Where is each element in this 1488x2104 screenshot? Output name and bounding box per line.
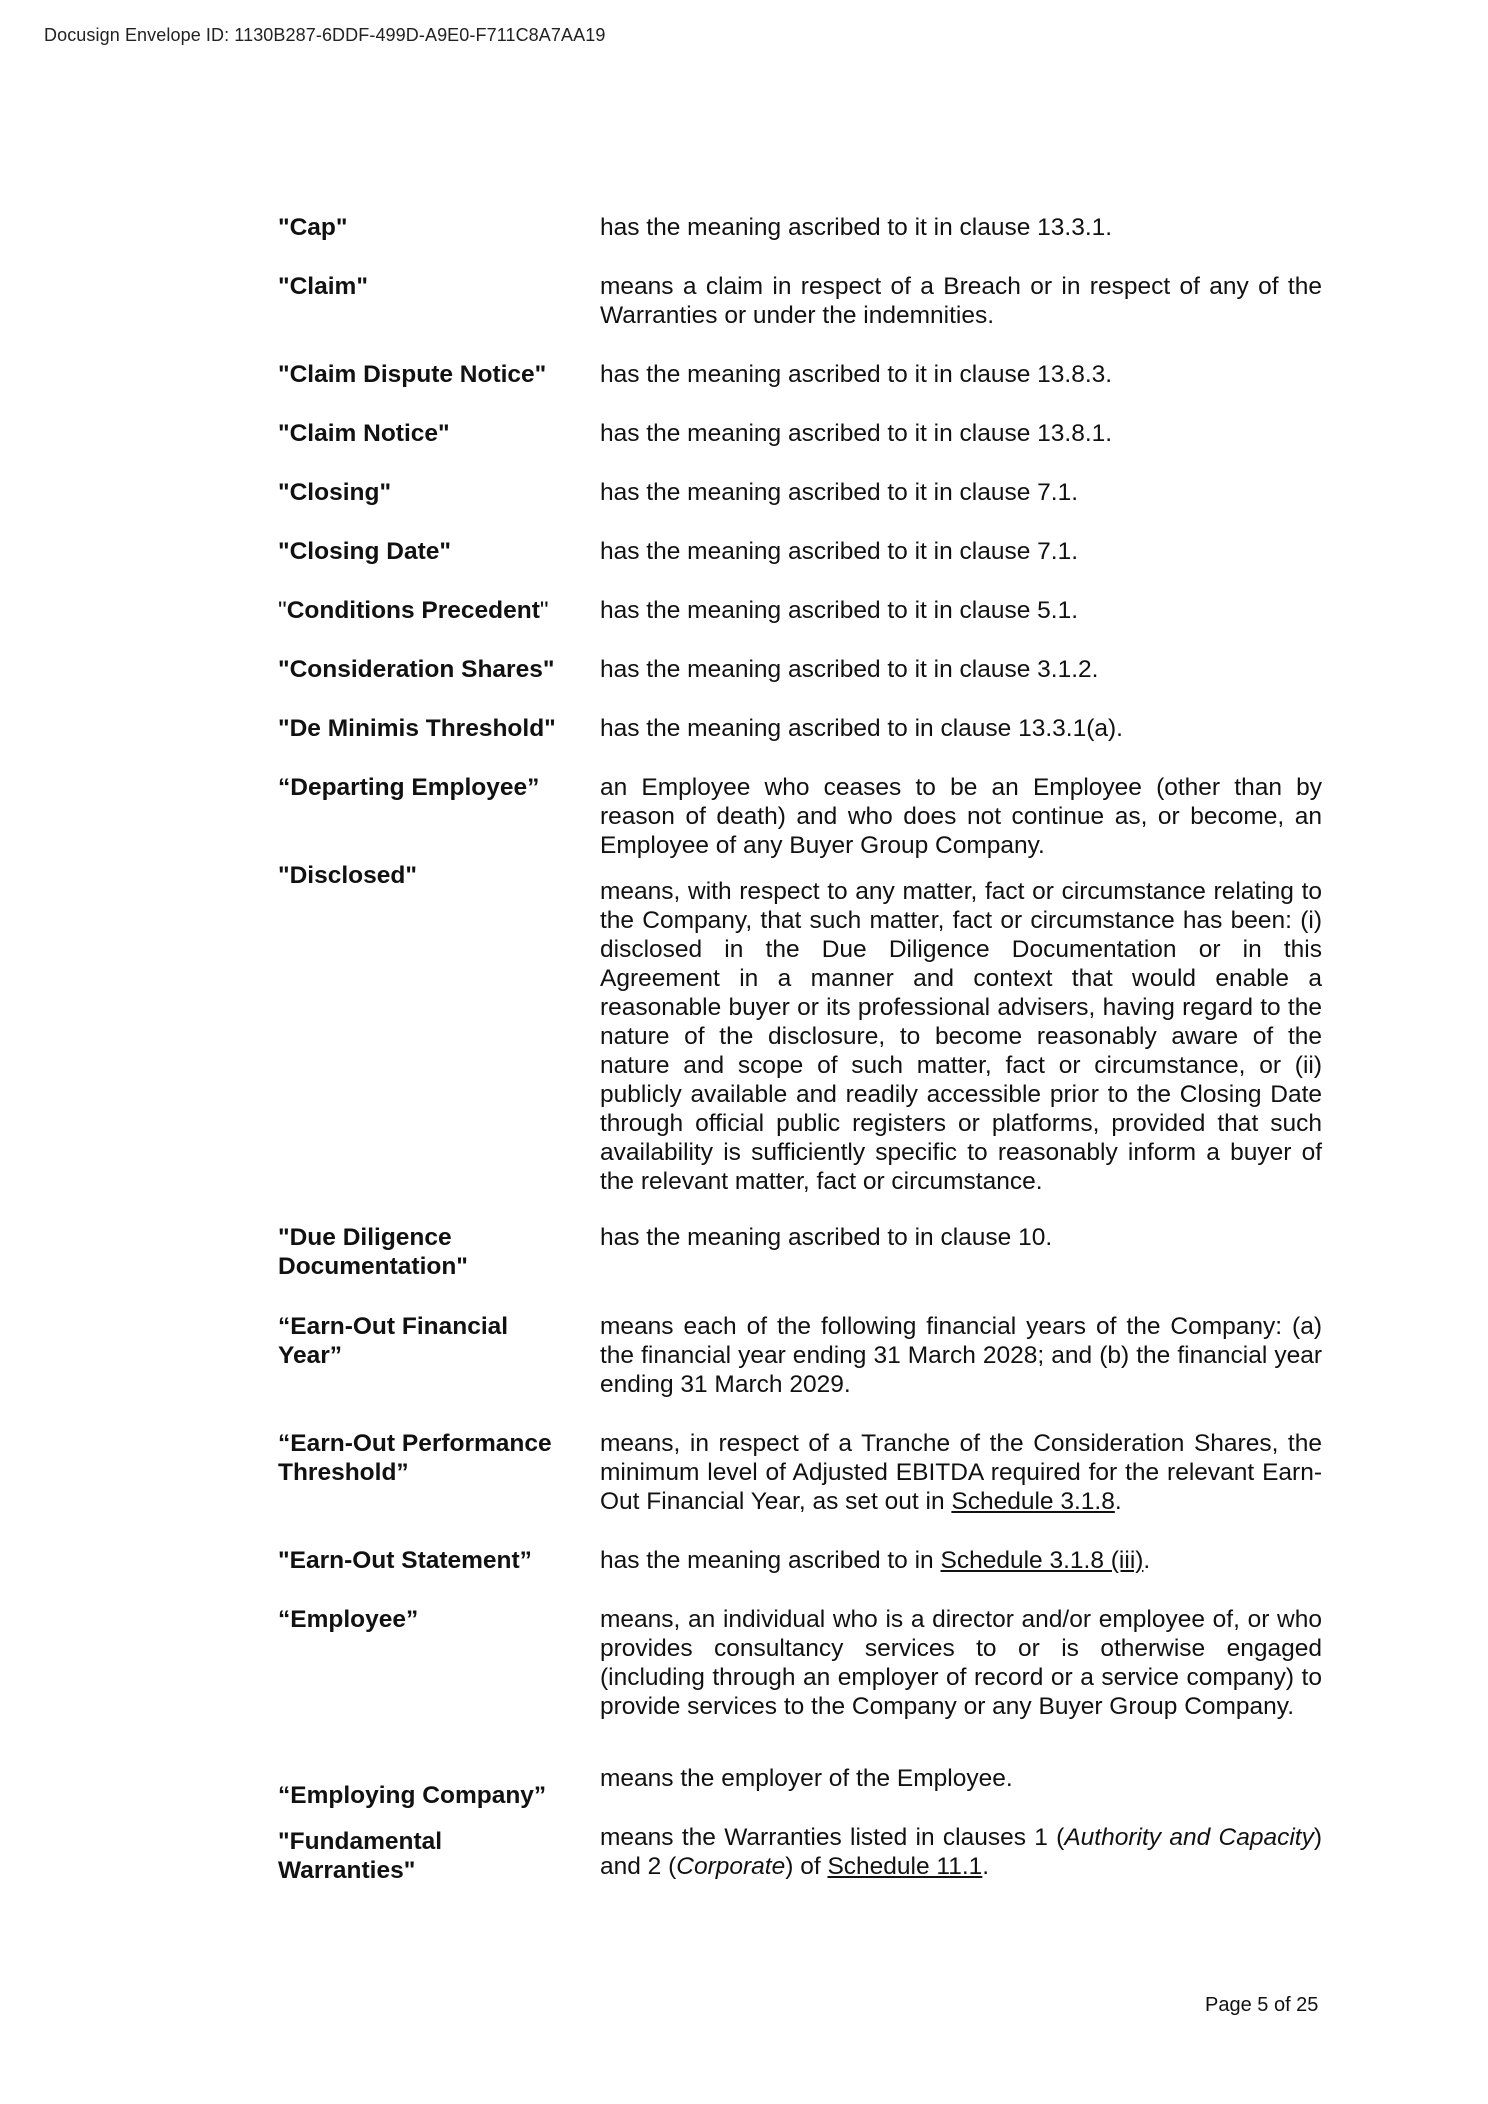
term-consideration-shares: "Consideration Shares": [278, 656, 555, 683]
definition-text-de-minimis-threshold: has the meaning ascribed to in clause 13.3.1(a).: [600, 715, 1123, 742]
definition-text-closing-date: has the meaning ascribed to it in clause 7.1.: [600, 538, 1079, 565]
definition-text-conditions-precedent: has the meaning ascribed to it in clause 5.1.: [600, 597, 1079, 624]
definition-text-claim-dispute-notice: has the meaning ascribed to it in clause 13.8.3.: [600, 361, 1113, 388]
definition-text-fundamental-warranties: [600, 1823, 1322, 1881]
definition-text-claim: means a claim in respect of a Breach or in respect of any of the Warranties or under the indemnities.: [600, 273, 1322, 329]
term-closing-date: "Closing Date": [278, 538, 451, 565]
italic-part-1: Authority and Capacity: [1064, 1824, 1314, 1851]
term-conditions-precedent: [278, 596, 578, 625]
term-claim-dispute-notice: "Claim Dispute Notice": [278, 361, 547, 388]
text-before: has the meaning ascribed to in: [600, 1547, 941, 1574]
definition-text-cap: has the meaning ascribed to it in clause 13.3.1.: [600, 214, 1113, 241]
term-de-minimis-threshold: "De Minimis Threshold": [278, 715, 556, 742]
term-earn-out-financial-year: “Earn-Out Financial Year”: [278, 1313, 509, 1369]
text-part-2: ) and 2 (: [600, 1824, 1322, 1880]
text-after: .: [1143, 1547, 1151, 1574]
term-claim: "Claim": [278, 273, 368, 300]
definition-text-disclosed: means, with respect to any matter, fact or circumstance relating to the Company, that such matter, fact or circumstance has been: (i) disclosed in the Due Diligence Documentation or in this Agreement in a manner and context that would enable a reasonable buyer or its professional advisers, having regard to the nature of the disclosure, to become reasonably aware of the nature and scope of such matter, fact or circumstance, or (ii) publicly available and readily accessible prior to the Closing Date through official public registers or platforms, provided that such availability is sufficiently specific to reasonably inform a buyer of the relevant matter, fact or circumstance.: [600, 878, 1322, 1195]
term-claim-notice: "Claim Notice": [278, 420, 450, 447]
term-disclosed: "Disclosed": [278, 862, 417, 889]
term-due-diligence-documentation: "Due Diligence Documentation": [278, 1224, 468, 1280]
italic-part-2: Corporate: [676, 1853, 786, 1880]
term-quote-close: ": [539, 597, 549, 624]
term-closing: "Closing": [278, 479, 392, 506]
definition-text-employee: means, an individual who is a director and/or employee of, or who provides consultancy services to or is otherwise engaged (including through an employer of record or a service company) to provide services to the Company or any Buyer Group Company.: [600, 1606, 1322, 1720]
definition-text-earn-out-financial-year: means each of the following financial years of the Company: (a) the financial year ending 31 March 2028; and (b) the financial year ending 31 March 2029.: [600, 1313, 1322, 1398]
term-earn-out-statement: "Earn-Out Statement”: [278, 1547, 532, 1574]
text-part-1: means the Warranties listed in clauses 1 (: [600, 1824, 1065, 1851]
term-departing-employee: “Departing Employee”: [278, 774, 540, 801]
term-earn-out-performance-threshold: “Earn-Out Performance Threshold”: [278, 1430, 552, 1486]
definition-text-earn-out-statement: [600, 1546, 1322, 1575]
definition-text-employing-company: means the employer of the Employee.: [600, 1765, 1013, 1792]
term-fundamental-warranties: "Fundamental Warranties": [278, 1828, 443, 1884]
definition-text-claim-notice: has the meaning ascribed to it in clause 13.8.1.: [600, 420, 1113, 447]
schedule-reference: Schedule 11.1: [827, 1853, 983, 1880]
schedule-reference: Schedule 3.1.8: [951, 1488, 1115, 1515]
definition-text-consideration-shares: has the meaning ascribed to it in clause 3.1.2.: [600, 656, 1099, 683]
term-quote-open: ": [278, 597, 287, 624]
text-after: .: [1114, 1488, 1122, 1515]
definition-text-earn-out-performance-threshold: [600, 1429, 1322, 1516]
definition-text-closing: has the meaning ascribed to it in clause 7.1.: [600, 479, 1079, 506]
text-part-4: .: [982, 1853, 990, 1880]
definition-text-departing-employee: an Employee who ceases to be an Employee (other than by reason of death) and who does not continue as, or become, an Employee of any Buyer Group Company.: [600, 774, 1322, 859]
text-part-3: ) of: [785, 1853, 828, 1880]
definition-text-due-diligence-documentation: has the meaning ascribed to in clause 10.: [600, 1224, 1053, 1251]
page-number: Page 5 of 25: [1205, 1994, 1319, 2016]
docusign-envelope-id: Docusign Envelope ID: 1130B287-6DDF-499D-A9E0-F711C8A7AA19: [44, 25, 606, 45]
term-employing-company: “Employing Company”: [278, 1782, 547, 1809]
text-before: means, in respect of a Tranche of the Consideration Shares, the minimum level of Adjusted EBITDA required for the relevant Earn-Out Financial Year, as set out in: [600, 1430, 1322, 1515]
term-core: Conditions Precedent: [286, 597, 540, 624]
term-employee: “Employee”: [278, 1606, 419, 1633]
term-cap: "Cap": [278, 214, 348, 241]
schedule-reference: Schedule 3.1.8 (iii): [940, 1547, 1144, 1574]
